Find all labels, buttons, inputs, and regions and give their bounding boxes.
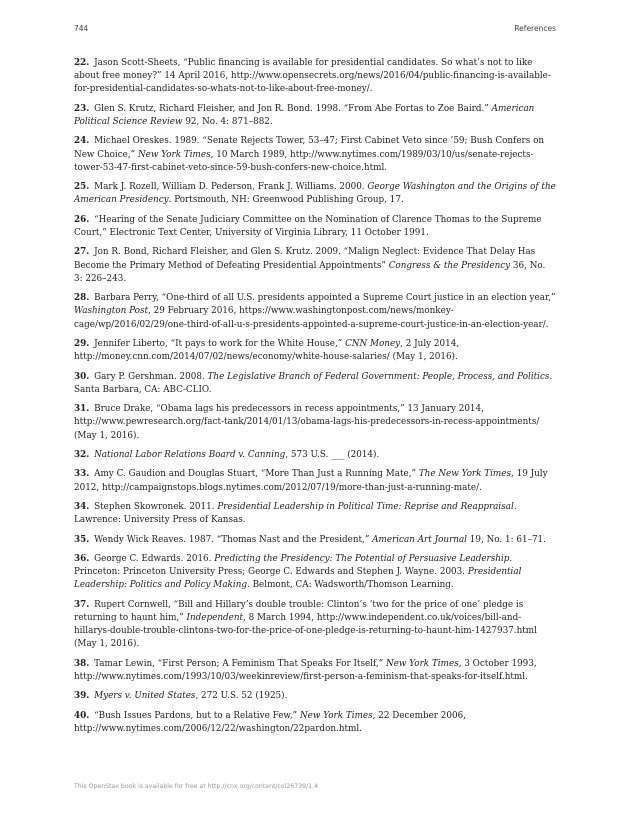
- reference-text: George C. Edwards. 2016.: [94, 553, 215, 564]
- reference-number: 30.: [74, 371, 90, 382]
- reference-text: 19, No. 1: 61–71.: [467, 534, 546, 545]
- reference-text: “Bush Issues Pardons, but to a Relative Few,”: [94, 710, 300, 721]
- reference-title: Washington Post: [74, 306, 149, 317]
- reference-item: [74, 214, 556, 240]
- reference-text: Bruce Drake, “Obama lags his predecessors in recess appointments,” 13 January 2014, http://www.pewresearch.org/fact-tank/2014/01/13/obama-lags-his-predecessors-in-recess-appointments/ (May 1, 2016).: [74, 404, 540, 441]
- reference-text: , 29 February 2016, https://www.washingtonpost.com/news/monkey-cage/wp/2016/02/29/one-third-of-all-u-s-presidents-appointed-a-supreme-court-justice-in-an-election-year/.: [74, 306, 549, 330]
- reference-text: “Hearing of the Senate Judiciary Committee on the Nomination of Clarence Thomas to the Supreme Court,” Electronic Text Center, University of Virginia Library, 11 October 1991.: [74, 214, 542, 238]
- reference-text: Jason Scott-Sheets, “Public financing is available for presidential candidates. So what’s not to like about free money?” 14 April 2016, http://www.opensecrets.org/news/2016/04/public-financing-is-available-for-presidential-candidates-so-whats-not-to-like-about-free-money/.: [74, 58, 551, 95]
- reference-title: Independent: [186, 612, 244, 623]
- reference-text: Michael Oreskes. 1989. “Senate Rejects Tower, 53–47; First Cabinet Veto since ’59; Bush Confers on New Choice,”: [74, 136, 545, 160]
- reference-item: [74, 710, 556, 736]
- reference-text: . Lawrence: University Press of Kansas.: [74, 501, 517, 526]
- reference-number: 33.: [74, 469, 90, 480]
- reference-item: [74, 103, 556, 129]
- reference-title: National Labor Relations Board v. Canning: [94, 449, 286, 460]
- reference-text: Gary P. Gershman. 2008.: [94, 371, 208, 382]
- reference-item: [74, 57, 556, 97]
- reference-title: Presidential Leadership: Politics and Policy Making: [74, 567, 522, 591]
- reference-text: Tamar Lewin, “First Person; A Feminism That Speaks For Itself,”: [94, 658, 387, 669]
- reference-number: 24.: [74, 136, 90, 147]
- reference-text: , 19 July 2012, http://campaignstops.blogs.nytimes.com/2012/07/19/more-than-just-a-running-mate/.: [74, 469, 548, 493]
- page-header: [74, 24, 556, 38]
- reference-text: Stephen Skowronek. 2011.: [94, 501, 218, 512]
- reference-number: 40.: [74, 710, 90, 721]
- reference-title: American Political Science Review: [74, 103, 535, 127]
- reference-text: Amy C. Gaudion and Douglas Stuart, “More Than Just a Running Mate,”: [94, 469, 419, 480]
- reference-title: The Legislative Branch of Federal Government: People, Process, and Politics: [207, 371, 550, 382]
- reference-number: 34.: [74, 501, 90, 512]
- reference-title: New York Times: [137, 149, 211, 160]
- reference-item: [74, 534, 556, 547]
- reference-item: [74, 468, 556, 494]
- reference-item: [74, 690, 556, 703]
- reference-number: 38.: [74, 658, 90, 669]
- reference-number: 26.: [74, 214, 90, 225]
- reference-item: [74, 501, 556, 527]
- reference-item: [74, 371, 556, 397]
- reference-text: Mark J. Rozell, William D. Pederson, Frank J. Williams. 2000.: [94, 182, 368, 193]
- reference-text: Glen S. Krutz, Richard Fleisher, and Jon R. Bond. 1998. “From Abe Fortas to Zoe Baird.”: [94, 103, 492, 114]
- references-list: [74, 57, 556, 742]
- reference-item: [74, 599, 556, 652]
- reference-title: George Washington and the Origins of the American Presidency: [74, 182, 556, 206]
- reference-item: [74, 135, 556, 175]
- reference-text: , 2 July 2014, http://money.cnn.com/2014/07/02/news/economy/white-house-salaries/ (May 1, 2016).: [74, 338, 460, 363]
- reference-number: 22.: [74, 58, 90, 68]
- reference-number: 36.: [74, 553, 90, 564]
- reference-number: 31.: [74, 404, 90, 415]
- reference-number: 29.: [74, 338, 90, 349]
- reference-number: 35.: [74, 534, 90, 545]
- reference-text: , 573 U.S. ___ (2014).: [285, 449, 380, 460]
- reference-text: 36, No. 3: 226–243.: [74, 260, 546, 284]
- reference-number: 37.: [74, 599, 90, 610]
- reference-item: [74, 449, 556, 462]
- reference-title: The New York Times: [418, 469, 511, 480]
- reference-item: [74, 292, 556, 332]
- reference-text: . Santa Barbara, CA: ABC-CLIO.: [74, 371, 553, 395]
- reference-text: , 8 March 1994, http://www.independent.co.uk/voices/bill-and-hillarys-double-trouble-clintons-two-for-the-price-of-one-pledge-is-returning-to-haunt-him-1427937.html (May 1, 2016).: [74, 612, 537, 650]
- reference-title: Congress & the Presidency: [388, 260, 511, 271]
- reference-title: New York Times: [386, 658, 459, 669]
- reference-text: Jon R. Bond, Richard Fleisher, and Glen S. Krutz. 2009. “Malign Neglect: Evidence That Delay Has Become the Primary Method of Defeating Presidential Appointments”: [74, 247, 536, 271]
- reference-title: CNN Money: [345, 338, 401, 349]
- reference-item: [74, 246, 556, 286]
- reference-item: [74, 658, 556, 684]
- reference-text: Rupert Cornwell, “Bill and Hillary’s double trouble: Clinton’s ’two for the price of one’ pledge is returning to haunt him,”: [74, 599, 524, 623]
- reference-title: American Art Journal: [372, 534, 467, 545]
- reference-text: . Portsmouth, NH: Greenwood Publishing Group, 17.: [168, 195, 404, 206]
- reference-text: . Princeton: Princeton University Press; George C. Edwards and Stephen J. Wayne. 2003.: [74, 553, 513, 578]
- reference-item: [74, 403, 556, 443]
- reference-text: Barbara Perry, “One-third of all U.S. presidents appointed a Supreme Court justice in an election year,”: [94, 293, 556, 304]
- reference-title: Myers v. United States: [94, 691, 196, 702]
- reference-text: 92, No. 4: 871–882.: [182, 117, 273, 127]
- reference-text: Jennifer Liberto, “It pays to work for the White House,”: [94, 338, 346, 349]
- reference-item: [74, 553, 556, 593]
- reference-text: , 3 October 1993, http://www.nytimes.com/1993/10/03/weekinreview/first-person-a-feminism-that-speaks-for-itself.html.: [74, 658, 537, 682]
- reference-text: . Belmont, CA: Wadsworth/Thomson Learning.: [247, 580, 454, 591]
- reference-item: [74, 338, 556, 364]
- reference-text: , 22 December 2006, http://www.nytimes.com/2006/12/22/washington/22pardon.html.: [74, 710, 466, 734]
- reference-title: Presidential Leadership in Political Time: Reprise and Reappraisal: [217, 501, 514, 512]
- section-title: References: [514, 24, 556, 33]
- reference-number: 39.: [74, 691, 90, 702]
- reference-title: New York Times: [299, 710, 373, 721]
- reference-text: , 10 March 1989, http://www.nytimes.com/1989/03/10/us/senate-rejects-tower-53-47-first-cabinet-veto-since-59-bush-confers-new-choice.html.: [74, 149, 534, 173]
- reference-item: [74, 181, 556, 207]
- reference-number: 23.: [74, 103, 90, 114]
- page-number: 744: [74, 24, 89, 33]
- reference-number: 28.: [74, 293, 90, 304]
- reference-text: , 272 U.S. 52 (1925).: [195, 691, 288, 702]
- reference-number: 32.: [74, 449, 90, 460]
- reference-number: 25.: [74, 182, 90, 193]
- reference-title: Predicting the Presidency: The Potential of Persuasive Leadership: [214, 553, 510, 564]
- reference-number: 27.: [74, 247, 90, 258]
- page-footer: This OpenStax book is available for free at http://cnx.org/content/col26739/1.4: [74, 783, 319, 790]
- reference-text: Wendy Wick Reaves. 1987. “Thomas Nast and the President,”: [94, 534, 373, 545]
